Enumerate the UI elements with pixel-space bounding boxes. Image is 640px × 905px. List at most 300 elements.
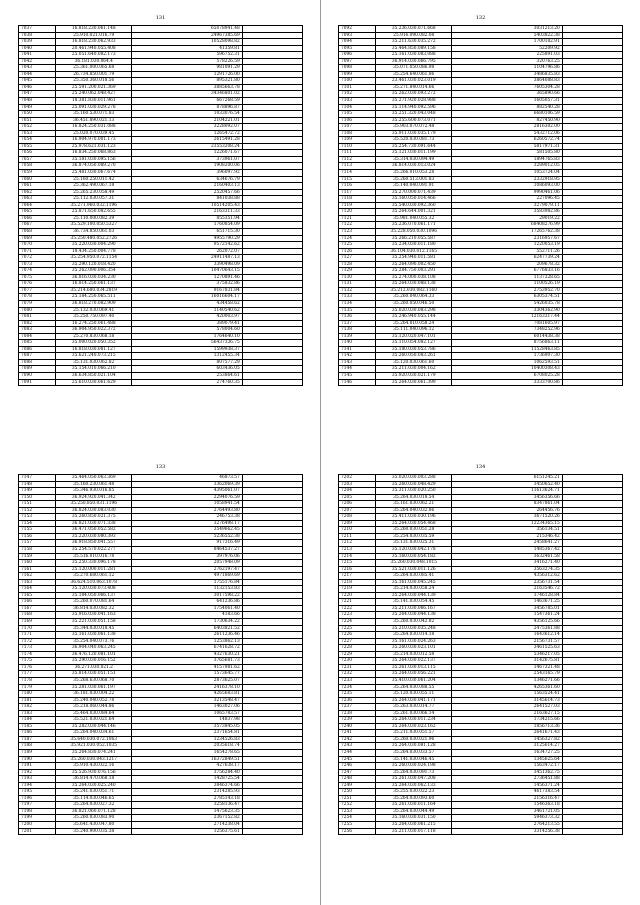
account-code-cell: 35.211.030.066.167 [376, 605, 452, 612]
account-code-cell: 35.410.030.061.204 [376, 677, 452, 684]
amount-cell: 2458641.27 [452, 540, 562, 547]
amount-cell: 1760854.09 [132, 222, 242, 229]
row-number-cell: 7049 [19, 104, 56, 111]
amount-cell: 420003.97 [132, 314, 242, 321]
amount-cell: 6708025.28 [452, 372, 562, 379]
row-number-cell: 7040 [19, 45, 56, 52]
page-number: 134 [475, 464, 486, 470]
row-number-cell: 7216 [339, 566, 376, 573]
row-number-cell: 7168 [19, 612, 56, 619]
account-code-cell: 35.464.850.089.158 [376, 45, 452, 52]
row-number-cell: 7108 [339, 130, 376, 137]
row-number-cell: 7138 [339, 327, 376, 334]
account-code-cell: 35.314.030.094.49 [376, 156, 452, 163]
amount-cell: 1754061.40 [132, 605, 242, 612]
row-number-cell: 7207 [339, 507, 376, 514]
account-code-cell: 35.254.730.091.644 [376, 143, 452, 150]
account-code-cell: 35.264.030.041.171 [376, 697, 452, 704]
row-number-cell: 7197 [19, 802, 56, 809]
account-code-cell: 36.818.270.082.909 [56, 300, 132, 307]
amount-cell: 7081605.97 [452, 320, 562, 327]
amount-cell: 41359.81 [132, 45, 242, 52]
row-number-cell: 7096 [339, 52, 376, 59]
amount-cell: 1736907.30 [452, 353, 562, 360]
row-number-cell: 7221 [339, 599, 376, 606]
account-code-cell: 36.624.510.063.1078 [56, 579, 132, 586]
amount-cell: 29019.22 [452, 215, 562, 222]
account-code-cell: 35.111.040.096.12 [376, 327, 452, 334]
account-code-cell: 35.264.030.014.18 [376, 632, 452, 639]
amount-cell: 4356312.62 [452, 573, 562, 580]
account-code-cell: 35.264.040.034.61 [56, 730, 132, 737]
amount-cell: 4265361.60 [452, 684, 562, 691]
amount-cell: 1086093.00 [452, 183, 562, 190]
account-code-cell: 35.290.030.016.152 [56, 658, 132, 665]
amount-cell: 215346.42 [452, 533, 562, 540]
row-number-cell: 7121 [339, 215, 376, 222]
amount-cell: 1132153.83 [132, 586, 242, 593]
row-number-cell: 7039 [19, 39, 56, 46]
account-code-cell: 35.161.030.061.138 [56, 632, 132, 639]
account-code-cell: 25.350.360.018.56 [56, 78, 132, 85]
row-number-cell: 7069 [19, 235, 56, 242]
account-code-cell: 35.120.030.042.178 [376, 547, 452, 554]
account-code-cell: 35.260.030.051.28 [376, 527, 452, 534]
amount-cell: 3563274.35 [452, 566, 562, 573]
amount-cell: 1291726.00 [132, 71, 242, 78]
account-code-cell: 35.311.030.020.250 [376, 488, 452, 495]
amount-cell: 3228092.07 [132, 124, 242, 131]
amount-cell: 6305374.51 [452, 294, 562, 301]
row-number-cell: 7187 [19, 736, 56, 743]
row-number-cell: 7131 [339, 281, 376, 288]
account-code-cell: 25.481.030.067.674 [56, 170, 132, 177]
account-code-cell: 35.260.030.048.429 [376, 481, 452, 488]
row-number-cell: 7083 [19, 327, 56, 334]
account-code-cell: 25.091.030.029.278 [56, 104, 132, 111]
row-number-cell: 7249 [339, 782, 376, 789]
account-code-cell: 36.816.030.034.230 [56, 274, 132, 281]
row-number-cell: 7132 [339, 287, 376, 294]
row-number-cell: 7041 [19, 52, 56, 59]
row-number-cell: 7051 [19, 117, 56, 124]
amount-cell: 397976.06 [132, 553, 242, 560]
account-code-cell: 35.210.030.035.248 [376, 625, 452, 632]
amount-cell: 2762197.47 [132, 566, 242, 573]
row-number-cell: 7209 [339, 520, 376, 527]
amount-cell: 17265762.38 [452, 228, 562, 235]
account-code-cell: 35.641.430.047.80 [56, 821, 132, 828]
row-number-cell: 7175 [19, 658, 56, 665]
amount-cell: 1654278.65 [132, 749, 242, 756]
amount-cell: 3461721.05 [452, 808, 562, 815]
row-number-cell: 7224 [339, 619, 376, 626]
account-code-cell: 16.818.230.062.933 [56, 39, 132, 46]
amount-cell: 1140540.62 [132, 307, 242, 314]
amount-cell: 3142675.81 [452, 658, 562, 665]
amount-cell: 1856713.36 [452, 723, 562, 730]
account-code-cell: 35.260.030.021.96 [376, 736, 452, 743]
amount-cell: 6403821.52 [132, 625, 242, 632]
account-code-cell: 25.161.030.083.088 [376, 52, 452, 59]
row-number-cell: 7186 [19, 730, 56, 737]
amount-cell: 10400308.43 [452, 366, 562, 373]
account-code-cell: 25.910.021.016.79 [56, 32, 132, 39]
account-code-cell: 35.270.000.071.439 [376, 189, 452, 196]
account-code-cell: 35.264.030.088.55 [376, 684, 452, 691]
account-code-cell: 35.000.020.050.352 [56, 340, 132, 347]
row-number-cell: 7124 [339, 235, 376, 242]
account-code-cell: 35.254.940.011.581 [376, 255, 452, 262]
table-row [19, 828, 303, 835]
row-number-cell: 7177 [19, 671, 56, 678]
amount-cell: 16016604.17 [132, 294, 242, 301]
amount-cell: 3416271.40 [452, 560, 562, 567]
row-number-cell: 7164 [19, 586, 56, 593]
account-code-cell: 35.131.030.025.31 [376, 540, 452, 547]
account-code-cell: 25.361.000.065.68 [56, 65, 132, 72]
row-number-cell: 7231 [339, 664, 376, 671]
amount-cell: 3314256.38 [452, 828, 562, 835]
account-code-cell: 35.254.570.022.277 [56, 547, 132, 554]
row-number-cell: 7208 [339, 514, 376, 521]
amount-cell: 4157981.62 [132, 664, 242, 671]
amount-cell: 807577.29 [132, 359, 242, 366]
account-code-cell: 35.264.030.056.221 [376, 671, 452, 678]
account-code-cell: 35.254.950.072.1154 [56, 255, 132, 262]
row-number-cell: 7086 [19, 346, 56, 353]
amount-cell: 11528463.85 [452, 346, 562, 353]
amount-cell: 3450652.40 [452, 481, 562, 488]
row-number-cell: 7070 [19, 242, 56, 249]
account-code-cell: 35.264.030.044.139 [376, 592, 452, 599]
row-number-cell: 7139 [339, 333, 376, 340]
row-number-cell: 7081 [19, 314, 56, 321]
amount-cell: 320763.25 [452, 58, 562, 65]
amount-cell: 5346217.05 [452, 651, 562, 658]
row-number-cell: 7233 [339, 677, 376, 684]
page-divider [320, 0, 321, 905]
amount-cell: 3456785.01 [452, 605, 562, 612]
amount-cell: 3549662.45 [132, 527, 242, 534]
row-number-cell: 7157 [19, 540, 56, 547]
row-number-cell: 7093 [339, 32, 376, 39]
amount-cell: 7605304.28 [452, 84, 562, 91]
amount-cell: 4395061.07 [132, 488, 242, 495]
account-code-cell: 25.916.090.082.08 [376, 32, 452, 39]
account-code-cell: 25.184.250.065.511 [56, 294, 132, 301]
account-code-cell: 35.264.030.054.468 [376, 520, 452, 527]
row-number-cell: 7113 [339, 163, 376, 170]
account-code-cell: 35.981.040.055.32 [376, 215, 452, 222]
row-number-cell: 7182 [19, 704, 56, 711]
row-number-cell: 7146 [339, 379, 376, 386]
row-number-cell: 7251 [339, 795, 376, 802]
amount-cell: 3885663.78 [132, 84, 242, 91]
amount-cell: 1033076.54 [132, 111, 242, 118]
data-table [18, 474, 303, 835]
row-number-cell: 7106 [339, 117, 376, 124]
row-number-cell: 7097 [339, 58, 376, 65]
amount-cell: 1894765.83 [452, 156, 562, 163]
amount-cell: 1599938.37 [132, 346, 242, 353]
row-number-cell: 7058 [19, 163, 56, 170]
account-code-cell: 35.264.030.018.54 [376, 494, 452, 501]
row-number-cell: 7115 [339, 176, 376, 183]
amount-cell: 1908200.06 [132, 163, 242, 170]
row-number-cell: 7055 [19, 143, 56, 150]
account-code-cell: 35.261.030.066.14 [376, 710, 452, 717]
amount-cell: 1485367.42 [452, 547, 562, 554]
row-number-cell: 7201 [19, 828, 56, 835]
row-number-cell: 7045 [19, 78, 56, 85]
amount-cell: 8464537.27 [132, 547, 242, 554]
account-code-cell: 35.260.513.001.83 [376, 176, 452, 183]
amount-cell: 1734215.66 [452, 717, 562, 724]
account-code-cell: 35.211.030.017.118 [376, 828, 452, 835]
account-code-cell: 35.411.030.030.196 [376, 514, 452, 521]
row-number-cell: 7144 [339, 366, 376, 373]
amount-cell: 1475623.35 [132, 808, 242, 815]
account-code-cell: 35.260.030.043.1217 [56, 756, 132, 763]
account-code-cell: 16.814.250.061.137 [56, 281, 132, 288]
amount-cell: 3456356.66 [452, 494, 562, 501]
amount-cell: 396097.92 [132, 170, 242, 177]
amount-cell: 2641671.43 [452, 730, 562, 737]
amount-cell: 578004.60 [132, 327, 242, 334]
amount-cell: 641236.86 [132, 599, 242, 606]
amount-cell: 1270891.46 [132, 274, 242, 281]
account-code-cell: 35.161.030.024.263 [376, 638, 452, 645]
row-number-cell: 7122 [339, 222, 376, 229]
account-code-cell: 36.904.040.063.245 [56, 645, 132, 652]
row-number-cell: 7148 [19, 481, 56, 488]
row-number-cell: 7167 [19, 605, 56, 612]
row-number-cell: 7142 [339, 353, 376, 360]
row-number-cell: 7088 [19, 359, 56, 366]
amount-cell: 3276498.17 [132, 520, 242, 527]
row-number-cell: 7128 [339, 261, 376, 268]
row-number-cell: 7071 [19, 248, 56, 255]
amount-cell: 1573645.77 [132, 671, 242, 678]
row-number-cell: 7166 [19, 599, 56, 606]
account-code-cell: 25.871.650.082.655 [56, 209, 132, 216]
row-number-cell: 7190 [19, 756, 56, 763]
account-code-cell: 35.266.010.053.28 [376, 170, 452, 177]
amount-cell: 5403822.38 [452, 32, 562, 39]
amount-cell: 2160403.13 [132, 183, 242, 190]
amount-cell: 34346801.02 [132, 91, 242, 98]
amount-cell: 878896.87 [132, 104, 242, 111]
row-number-cell: 7103 [339, 98, 376, 105]
row-number-cell: 7181 [19, 697, 56, 704]
account-code-cell: 25.362.490.067.18 [56, 183, 132, 190]
row-number-cell: 7092 [339, 26, 376, 33]
account-code-cell: 35.264.030.093.60 [376, 795, 452, 802]
account-code-cell: 35.120.030.055.11 [376, 691, 452, 698]
row-number-cell: 7060 [19, 176, 56, 183]
blank-cell [562, 828, 622, 835]
amount-cell: 10514205.43 [132, 202, 242, 209]
account-code-cell: 16.834.250.068.863 [56, 150, 132, 157]
row-number-cell: 7091 [19, 379, 56, 386]
row-number-cell: 7155 [19, 527, 56, 534]
row-number-cell: 7061 [19, 183, 56, 190]
row-number-cell: 7105 [339, 111, 376, 118]
amount-cell: 3461525.63 [452, 645, 562, 652]
amount-cell: 3125614.27 [452, 743, 562, 750]
row-number-cell: 7110 [339, 143, 376, 150]
account-code-cell: 35.254.030.035.59 [376, 533, 452, 540]
amount-cell: 68408276.99 [452, 222, 562, 229]
amount-cell: 882540.28 [452, 104, 562, 111]
account-code-cell: 35.260.030.023.101 [376, 645, 452, 652]
row-number-cell: 7140 [339, 340, 376, 347]
account-code-cell: 36.814.470.068.18 [56, 776, 132, 783]
row-number-cell: 7250 [339, 789, 376, 796]
row-number-cell: 7234 [339, 684, 376, 691]
account-code-cell: 35.160.030.054.182 [376, 553, 452, 560]
account-code-cell: 35.260.030.048.1015 [376, 560, 452, 567]
amount-cell: 6260572.74 [452, 137, 562, 144]
row-number-cell: 7109 [339, 137, 376, 144]
account-code-cell: 35.260.070.081.64 [56, 599, 132, 606]
row-number-cell: 7094 [339, 39, 376, 46]
account-code-cell: 35.921.030.052.1035 [56, 743, 132, 750]
row-number-cell: 7196 [19, 795, 56, 802]
row-number-cell: 7150 [19, 494, 56, 501]
amount-cell: 1605057.31 [452, 98, 562, 105]
row-number-cell: 7063 [19, 196, 56, 203]
amount-cell: 11613624.71 [452, 488, 562, 495]
account-code-cell: 35.251.320.043.048 [376, 111, 452, 118]
row-number-cell: 7052 [19, 124, 56, 131]
amount-cell: 3756284.40 [132, 769, 242, 776]
amount-cell: 1463027.06 [132, 704, 242, 711]
account-code-cell: 36.181.030.004.22 [56, 691, 132, 698]
row-number-cell: 7171 [19, 632, 56, 639]
row-number-cell: 7215 [339, 560, 376, 567]
row-number-cell: 7145 [339, 372, 376, 379]
amount-cell: 596752.31 [132, 52, 242, 59]
account-code-cell: 23.461.030.023.019 [376, 78, 452, 85]
row-number-cell: 7165 [19, 592, 56, 599]
row-number-cell: 7154 [19, 520, 56, 527]
account-code-cell: 25.160.250.011.42 [56, 176, 132, 183]
account-code-cell: 35.260.050.083.261 [376, 353, 452, 360]
account-code-cell: 35.264.030.025.240 [56, 782, 132, 789]
row-number-cell: 7059 [19, 170, 56, 177]
row-number-cell: 7120 [339, 209, 376, 216]
account-code-cell: 36.451.890.021.13 [56, 117, 132, 124]
row-number-cell: 7098 [339, 65, 376, 72]
amount-cell: 2156731.57 [452, 638, 562, 645]
amount-cell: 227096.45 [452, 196, 562, 203]
account-code-cell: 35.214.030.012.58 [376, 651, 452, 658]
account-code-cell: 35.264.030.062.133 [376, 782, 452, 789]
amount-cell: 1346271.66 [452, 677, 562, 684]
account-code-cell: 25.112.030.057.31 [56, 196, 132, 203]
amount-cell: 827450.90 [452, 117, 562, 124]
row-number-cell: 7184 [19, 717, 56, 724]
amount-cell: 6151245.21 [452, 475, 562, 482]
row-number-cell: 7100 [339, 78, 376, 85]
amount-cell: 2785143.18 [132, 795, 242, 802]
amount-cell: 841038.88 [132, 196, 242, 203]
amount-cell: 9990461.06 [452, 189, 562, 196]
account-code-cell: 35.020.030.003.288 [376, 475, 452, 482]
account-code-cell: 35.264.040.032.86 [376, 507, 452, 514]
row-number-cell: 7047 [19, 91, 56, 98]
amount-cell: 895321.80 [132, 78, 242, 85]
account-code-cell: 35.346.930.016.85 [56, 488, 132, 495]
amount-cell: 2615491.28 [132, 137, 242, 144]
amount-cell: 2156316.47 [452, 795, 562, 802]
account-code-cell: 25.240.062.048.427 [56, 91, 132, 98]
amount-cell: 2035618.74 [132, 743, 242, 750]
amount-cell: 1312455.34 [132, 353, 242, 360]
table-row [339, 828, 623, 835]
account-code-cell: 36.874.050.089.270 [56, 163, 132, 170]
account-code-cell: 35.264.030.061.399 [376, 379, 452, 386]
amount-cell: 10470643.15 [132, 268, 242, 275]
account-code-cell: 36.904.950.022.372 [56, 327, 132, 334]
account-code-cell: 16.824.250.031.088 [56, 124, 132, 131]
account-code-cell: 35.240.040.052.78 [56, 697, 132, 704]
amount-cell: 4356125.66 [452, 619, 562, 626]
account-code-cell: 35.254.040.073.76 [56, 638, 132, 645]
row-number-cell: 7104 [339, 104, 376, 111]
row-number-cell: 7048 [19, 98, 56, 105]
amount-cell: 3486835.83 [452, 71, 562, 78]
row-number-cell: 7244 [339, 749, 376, 756]
amount-cell: 2714238.04 [132, 821, 242, 828]
amount-cell: 634676.79 [132, 176, 242, 183]
account-code-cell: 36.814.030.082.32 [56, 605, 132, 612]
account-code-cell: 35.020.030.083.298 [376, 307, 452, 314]
amount-cell: 274760.35 [132, 379, 242, 386]
account-code-cell: 26.734.850.001.79 [56, 71, 132, 78]
amount-cell: 1755176.84 [132, 579, 242, 586]
data-table [18, 25, 303, 386]
amount-cell: 2294076.59 [132, 494, 242, 501]
amount-cell: 3333700.86 [452, 379, 562, 386]
account-code-cell: 35.261.030.011.164 [376, 802, 452, 809]
account-code-cell: 35.260.050.046.50 [376, 300, 452, 307]
account-code-cell: 35.131.030.062.82 [56, 359, 132, 366]
row-number-cell: 7158 [19, 547, 56, 554]
row-number-cell: 7101 [339, 84, 376, 91]
account-code-cell: 35.903.070.072.48 [376, 124, 452, 131]
account-code-cell: 25.978.621.031.123 [56, 143, 132, 150]
row-number-cell: 7054 [19, 137, 56, 144]
account-code-cell: 36.104.030.012.1165 [376, 248, 452, 255]
row-number-cell: 7116 [339, 183, 376, 190]
row-number-cell: 7117 [339, 189, 376, 196]
amount-cell: 1563472.17 [452, 763, 562, 770]
account-code-cell: 35.266.210.055.587 [376, 235, 452, 242]
amount-cell: 5426035.78 [452, 300, 562, 307]
amount-cell: 10528098.82 [132, 39, 242, 46]
row-number-cell: 7194 [19, 782, 56, 789]
row-number-cell: 7064 [19, 202, 56, 209]
row-number-cell: 7118 [339, 196, 376, 203]
blank-cell [562, 379, 622, 386]
amount-cell: 1062593.51 [452, 359, 562, 366]
account-code-cell: 35.260.030.083.90 [56, 815, 132, 822]
account-code-cell: 36.821.060.071.128 [56, 808, 132, 815]
row-number-cell: 7136 [339, 314, 376, 321]
